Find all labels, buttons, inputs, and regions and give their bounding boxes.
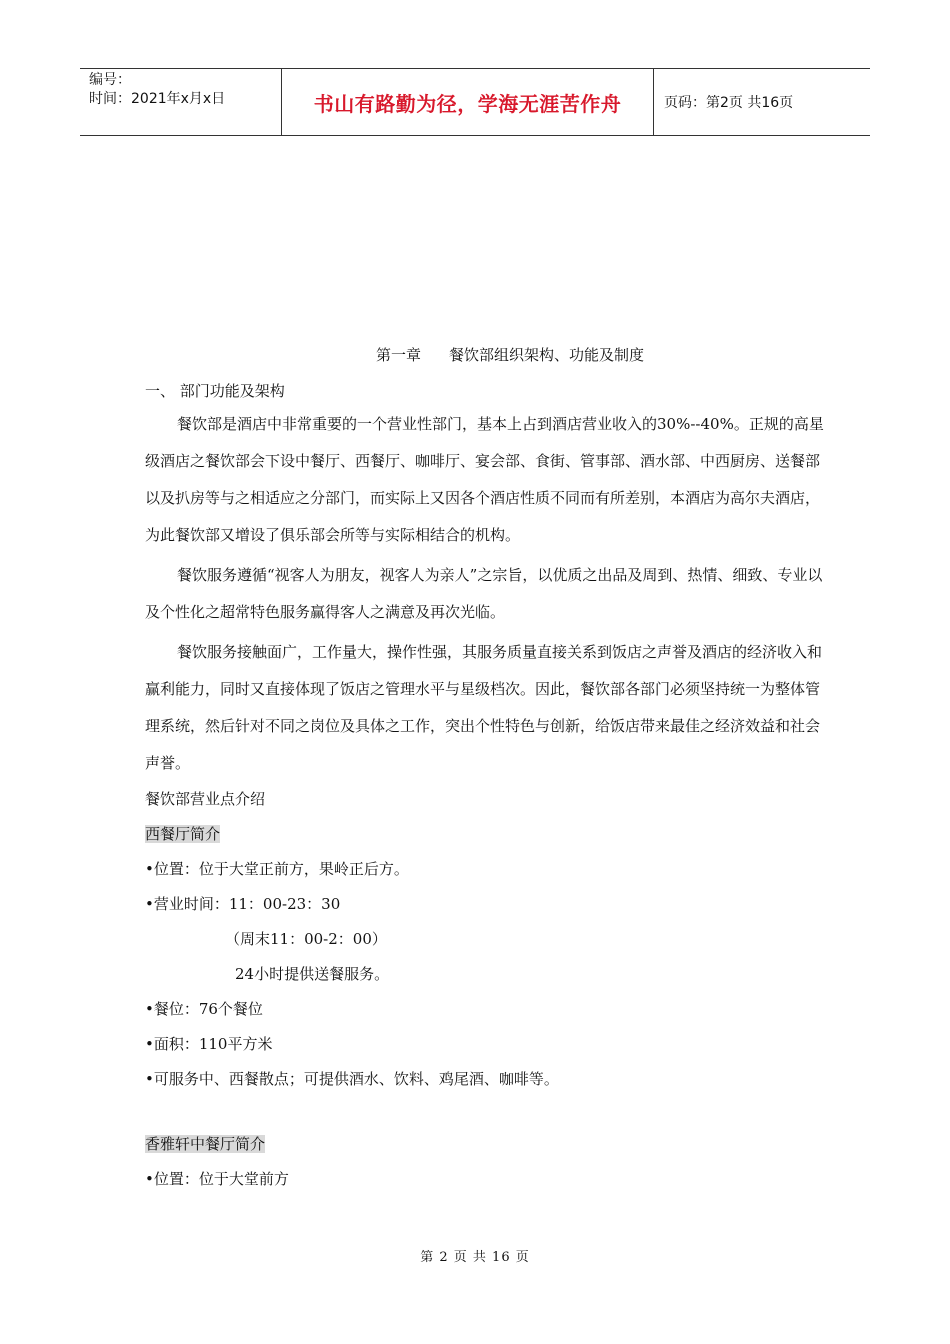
header-motto-cell [281, 69, 654, 135]
page-footer: 第 2 页 共 16 页 [420, 1250, 530, 1265]
motto-text: 书山有路勤为径，学海无涯苦作舟 [313, 91, 622, 116]
western-seats: •餐位：76个餐位 [145, 1000, 263, 1018]
chinese-location: •位置：位于大堂前方 [145, 1170, 289, 1188]
number-label: 编号： [89, 72, 131, 88]
document-body [145, 340, 825, 1197]
paragraph-1: 餐饮部是酒店中非常重要的一个营业性部门，基本上占到酒店营业收入的30%--40%。正规的高星级酒店之餐饮部会下设中餐厅、西餐厅、咖啡厅、宴会部、食街、管事部、酒水部、中西厨房、送餐部以及扒房等与之相适应之分部门，而实际上又因各个酒店性质不同而有所差别，本酒店为高尔夫酒店，为此餐饮部又增设了俱乐部会所等与实际相结合的机构。 [145, 415, 824, 544]
time-label: 时间：2021年x月x日 [89, 91, 226, 107]
chapter-heading [145, 340, 825, 370]
western-restaurant-title: 西餐厅简介 [145, 825, 221, 843]
western-service: •可服务中、西餐散点；可提供酒水、饮料、鸡尾酒、咖啡等。 [145, 1070, 559, 1088]
section-heading: 一、 部门功能及架构 [145, 382, 285, 400]
chapter-title: 餐饮部组织架构、功能及制度 [449, 346, 645, 364]
chapter-number: 第一章 [375, 346, 421, 364]
outlets-title: 餐饮部营业点介绍 [145, 790, 266, 808]
western-delivery: 24小时提供送餐服务。 [235, 965, 390, 983]
western-area: •面积：110平方米 [145, 1035, 273, 1053]
paragraph-2: 餐饮服务遵循“视客人为朋友，视客人为亲人”之宗旨，以优质之出品及周到、热情、细致、专业以及个性化之超常特色服务赢得客人之满意及再次光临。 [145, 566, 823, 621]
western-hours: •营业时间：11：00-23：30 [145, 895, 341, 913]
header-table [80, 68, 870, 136]
western-weekend-hours: （周末11：00-2：00） [225, 930, 387, 948]
chinese-restaurant-title: 香雅轩中餐厅简介 [145, 1135, 266, 1153]
paragraph-3: 餐饮服务接触面广，工作量大，操作性强，其服务质量直接关系到饭店之声誉及酒店的经济收入和赢利能力，同时又直接体现了饭店之管理水平与星级档次。因此，餐饮部各部门必须坚持统一为整体管理系统，然后针对不同之岗位及具体之工作，突出个性特色与创新，给饭店带来最佳之经济效益和社会声誉。 [145, 643, 823, 772]
header-left-cell [80, 69, 281, 135]
page-label: 页码：第2页 共16页 [664, 95, 794, 111]
western-location: •位置：位于大堂正前方，果岭正后方。 [145, 860, 409, 878]
